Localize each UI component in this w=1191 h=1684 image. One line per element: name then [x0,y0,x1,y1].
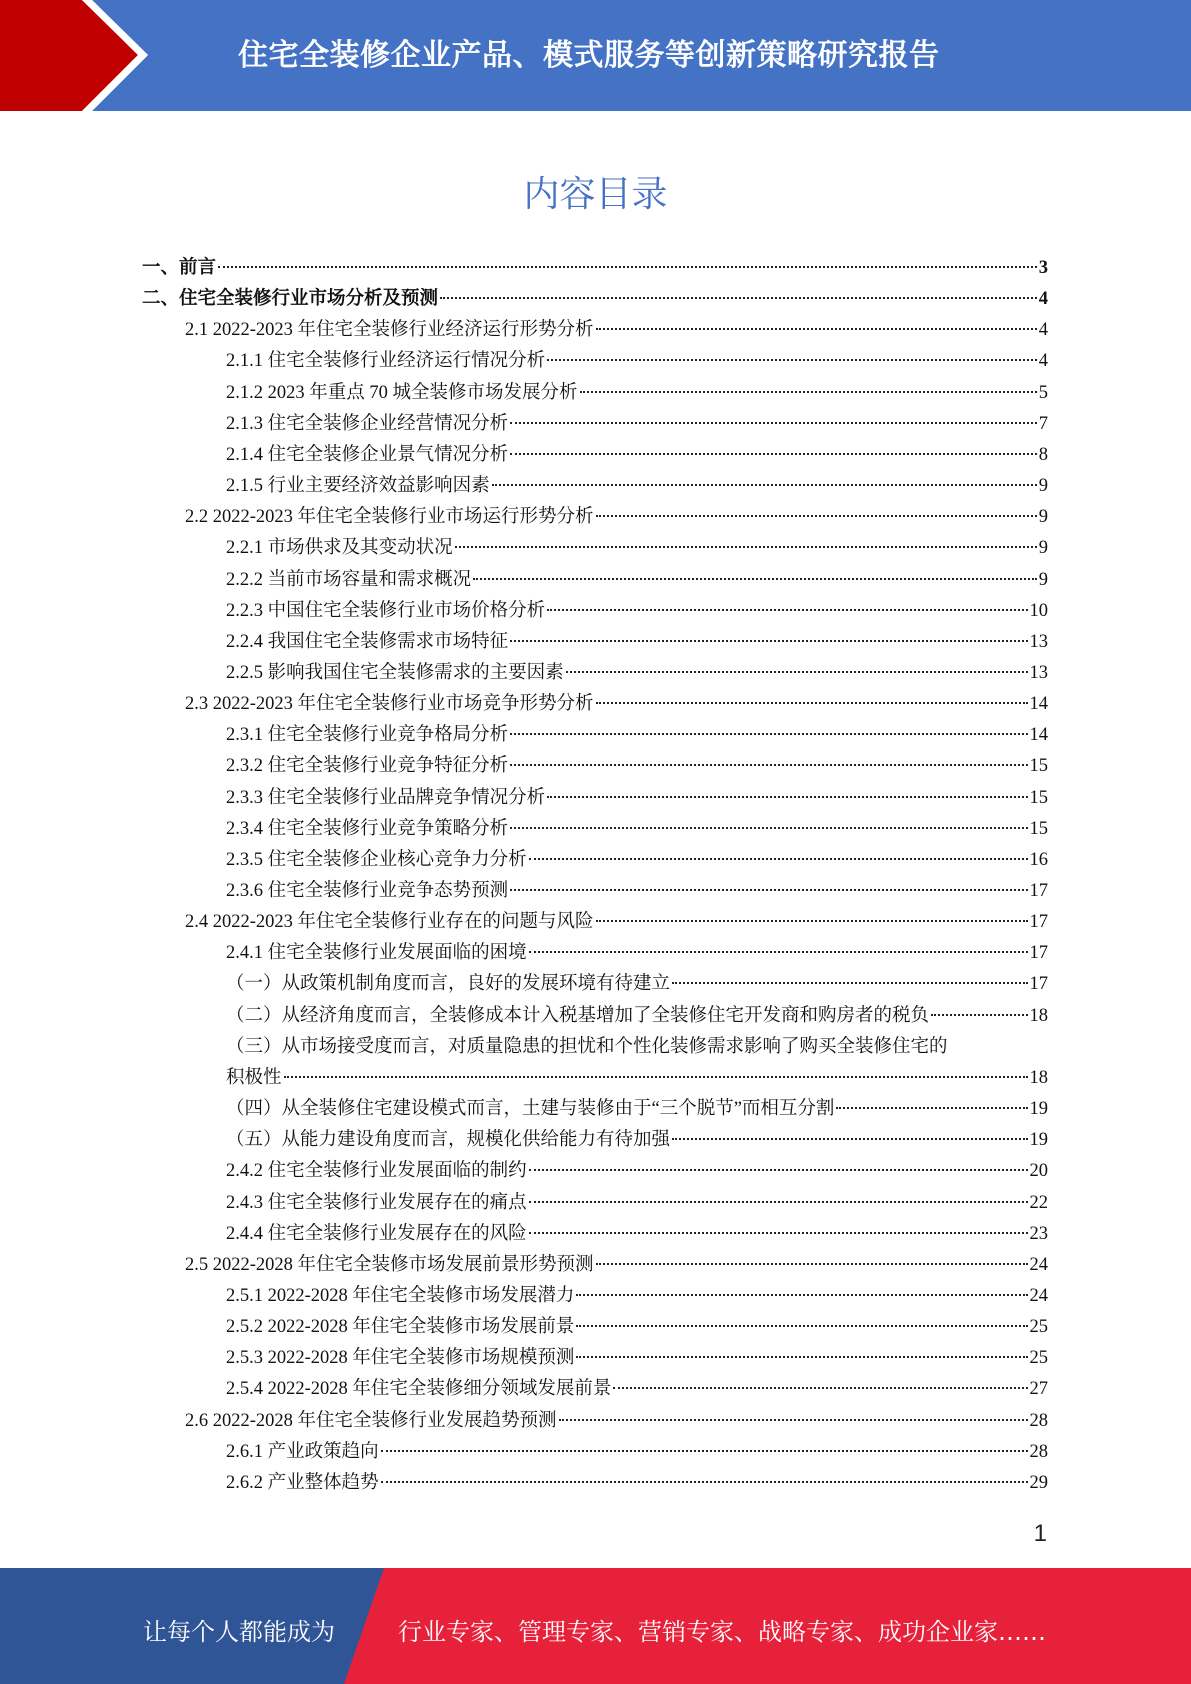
toc-entry-page: 19 [1029,1130,1048,1150]
toc-entry[interactable] [226,752,1048,780]
toc-dot-leader [836,1107,1027,1109]
toc-entry[interactable] [226,877,1048,905]
toc-entry-page: 14 [1029,694,1048,714]
toc-entry-page: 13 [1029,663,1048,683]
footer-slogan-left: 让每个人都能成为 [143,1618,335,1646]
toc-entry-page: 15 [1029,788,1048,808]
toc-dot-leader [931,1014,1027,1016]
toc-dot-leader [596,328,1037,330]
toc-entry[interactable] [142,254,1048,282]
toc-entry-page: 28 [1029,1442,1048,1462]
toc-dot-leader [672,982,1027,984]
toc-entry[interactable] [226,1282,1048,1310]
toc-entry[interactable] [226,1469,1048,1497]
toc-entry-page: 16 [1029,850,1048,870]
toc-dot-leader [613,1387,1027,1389]
toc-entry[interactable] [226,721,1048,749]
toc-dot-leader [381,1481,1028,1483]
toc-dot-leader [596,702,1028,704]
toc-dot-leader [473,578,1037,580]
toc-entry[interactable] [226,784,1048,812]
toc-entry[interactable] [185,316,1048,344]
toc-entry-page: 4 [1038,351,1048,371]
toc-entry[interactable] [226,628,1048,656]
toc-entry-title: 2.2.4 我国住宅全装修需求市场特征 [226,632,509,652]
toc-entry-page: 19 [1029,1099,1048,1119]
toc-entry-title: 2.3.1 住宅全装修行业竞争格局分析 [226,725,509,745]
toc-entry[interactable] [226,566,1048,594]
toc-dot-leader [596,1263,1028,1265]
toc-entry-page: 17 [1029,912,1048,932]
toc-entry-title: 2.3.3 住宅全装修行业品牌竞争情况分析 [226,788,546,808]
toc-dot-leader [510,733,1027,735]
toc-entry-title: 2.4 2022-2023 年住宅全装修行业存在的问题与风险 [185,912,594,932]
toc-entry-title: （五）从能力建设角度而言，规模化供给能力有待加强 [226,1130,671,1150]
toc-entry-page: 7 [1038,414,1048,434]
toc-entry[interactable] [226,1157,1048,1185]
toc-entry[interactable] [226,1438,1048,1466]
toc-entry-page: 9 [1038,570,1048,590]
toc-dot-leader [529,1232,1028,1234]
footer-band [0,1568,1191,1684]
toc-dot-leader [547,609,1027,611]
toc-entry[interactable] [226,1344,1048,1372]
toc-heading: 内容目录 [523,174,668,215]
toc-entry-title: 积极性 [226,1068,282,1088]
toc-entry-title: 2.4.1 住宅全装修行业发展面临的困境 [226,943,527,963]
toc-entry-page: 27 [1029,1379,1048,1399]
toc-entry[interactable] [226,472,1048,500]
toc-entry-page: 15 [1029,756,1048,776]
toc-entry-title: 2.5.3 2022-2028 年住宅全装修市场规模预测 [226,1348,575,1368]
toc-dot-leader [529,1169,1028,1171]
toc-entry-title: 2.3.5 住宅全装修企业核心竞争力分析 [226,850,527,870]
toc-dot-leader [576,1325,1027,1327]
toc-entry-title: （二）从经济角度而言，全装修成本计入税基增加了全装修住宅开发商和购房者的税负 [226,1006,930,1026]
toc-entry[interactable] [226,347,1048,375]
toc-entry[interactable] [226,939,1048,967]
toc-entry-title: 2.2.5 影响我国住宅全装修需求的主要因素 [226,663,564,683]
toc-dot-leader [440,297,1037,299]
toc-entry-title: 2.4.4 住宅全装修行业发展存在的风险 [226,1224,527,1244]
toc-entry-title: 2.2.2 当前市场容量和需求概况 [226,570,472,590]
toc-entry[interactable] [226,410,1048,438]
toc-entry-page: 10 [1029,601,1048,621]
toc-entry-page: 14 [1029,725,1048,745]
toc-entry-page: 4 [1038,320,1048,340]
toc-dot-leader [510,640,1027,642]
toc-entry[interactable] [226,659,1048,687]
toc-entry[interactable] [226,534,1048,562]
toc-entry-title: 2.4.3 住宅全装修行业发展存在的痛点 [226,1193,527,1213]
toc-dot-leader [510,453,1037,455]
toc-entry-title: 2.6.2 产业整体趋势 [226,1473,379,1493]
toc-entry-page: 4 [1038,289,1048,309]
toc-entry-title: 2.2.3 中国住宅全装修行业市场价格分析 [226,601,546,621]
toc-entry[interactable] [226,1033,1048,1061]
toc-entry[interactable] [226,970,1048,998]
toc-entry-page: 15 [1029,819,1048,839]
toc-entry[interactable] [226,1375,1048,1403]
toc-entry[interactable] [226,1126,1048,1154]
toc-entry[interactable] [185,503,1048,531]
toc-entry-title: （四）从全装修住宅建设模式而言，土建与装修由于“三个脱节”而相互分割 [226,1099,835,1119]
toc-entry-page: 17 [1029,943,1048,963]
toc-entry-title: （三）从市场接受度而言，对质量隐患的担忧和个性化装修需求影响了购买全装修住宅的 [226,1037,948,1057]
toc-dot-leader [492,484,1037,486]
toc-entry-page: 3 [1038,258,1048,278]
toc-entry-page: 9 [1038,507,1048,527]
toc-entry[interactable] [185,1407,1048,1435]
toc-entry-page: 24 [1029,1286,1048,1306]
toc-entry-page: 22 [1029,1193,1048,1213]
toc-dot-leader [596,515,1037,517]
toc-entry-page: 13 [1029,632,1048,652]
toc-entry-title: 2.1 2022-2023 年住宅全装修行业经济运行形势分析 [185,320,594,340]
toc-entry-title: 2.6.1 产业政策趋向 [226,1442,379,1462]
toc-entry-title: 2.6 2022-2028 年住宅全装修行业发展趋势预测 [185,1411,557,1431]
toc-entry[interactable] [226,846,1048,874]
toc-entry-title: 2.4.2 住宅全装修行业发展面临的制约 [226,1161,527,1181]
toc-dot-leader [547,796,1027,798]
toc-entry[interactable] [226,815,1048,843]
toc-entry-page: 5 [1038,383,1048,403]
toc-entry[interactable] [226,1189,1048,1217]
toc-dot-leader [580,391,1037,393]
toc-entry-page: 18 [1029,1006,1048,1026]
toc-entry-title: 2.5.1 2022-2028 年住宅全装修市场发展潜力 [226,1286,575,1306]
toc-dot-leader [576,1356,1027,1358]
toc-dot-leader [576,1294,1027,1296]
toc-dot-leader [510,422,1037,424]
toc-entry[interactable] [226,1095,1048,1123]
toc-dot-leader [596,920,1028,922]
toc-entry-page: 25 [1029,1348,1048,1368]
toc-entry-title: 2.5.2 2022-2028 年住宅全装修市场发展前景 [226,1317,575,1337]
toc-entry-title: 2.1.4 住宅全装修企业景气情况分析 [226,445,509,465]
footer-slogan-right: 行业专家、管理专家、营销专家、战略专家、成功企业家…… [398,1618,1046,1646]
toc-entry-title: 2.3.6 住宅全装修行业竞争态势预测 [226,881,509,901]
toc-entry-page: 24 [1029,1255,1048,1275]
toc-entry[interactable] [226,379,1048,407]
toc-entry[interactable] [142,285,1048,313]
toc-entry-page: 25 [1029,1317,1048,1337]
toc-entry[interactable] [185,908,1048,936]
toc-dot-leader [284,1076,1028,1078]
toc-dot-leader [510,827,1027,829]
toc-entry-page: 18 [1029,1068,1048,1088]
toc-dot-leader [547,359,1037,361]
toc-entry[interactable] [226,1220,1048,1248]
toc-entry-title: 2.3 2022-2023 年住宅全装修行业市场竞争形势分析 [185,694,594,714]
toc-entry-title: 2.3.4 住宅全装修行业竞争策略分析 [226,819,509,839]
toc-entry-page: 29 [1029,1473,1048,1493]
toc-entry-page: 9 [1038,476,1048,496]
toc-entry-title: 2.2.1 市场供求及其变动状况 [226,538,453,558]
toc-dot-leader [455,546,1037,548]
toc-dot-leader [510,889,1027,891]
toc-entry-page: 9 [1038,538,1048,558]
toc-dot-leader [529,858,1028,860]
toc-entry-title: 2.1.2 2023 年重点 70 城全装修市场发展分析 [226,383,578,403]
toc-entry-page: 28 [1029,1411,1048,1431]
toc-entry-title: 2.1.1 住宅全装修行业经济运行情况分析 [226,351,546,371]
toc-dot-leader [381,1450,1028,1452]
toc-entry-title: 2.5.4 2022-2028 年住宅全装修细分领域发展前景 [226,1379,612,1399]
toc-entry-page: 17 [1029,881,1048,901]
toc-entry-title: 一、前言 [142,258,217,278]
toc-entry[interactable] [226,1002,1048,1030]
toc-dot-leader [529,951,1028,953]
page-number: 1 [1033,1520,1047,1547]
toc-entry[interactable] [226,597,1048,625]
toc-entry-title: 二、住宅全装修行业市场分析及预测 [142,289,439,309]
toc-dot-leader [529,1201,1028,1203]
toc-dot-leader [566,671,1028,673]
toc-entry[interactable] [226,441,1048,469]
toc-entry-page: 8 [1038,445,1048,465]
header-band [0,0,1191,111]
toc-entry[interactable] [226,1313,1048,1341]
toc-entry-title: 2.1.3 住宅全装修企业经营情况分析 [226,414,509,434]
toc-dot-leader [559,1419,1028,1421]
toc-entry-page: 17 [1029,974,1048,994]
toc-entry-page: 20 [1029,1161,1048,1181]
toc-entry-title: 2.3.2 住宅全装修行业竞争特征分析 [226,756,509,776]
toc-entry-title: （一）从政策机制角度而言，良好的发展环境有待建立 [226,974,671,994]
toc-entry[interactable] [226,1064,1048,1092]
toc-dot-leader [218,266,1037,268]
toc-dot-leader [510,764,1027,766]
toc-entry-title: 2.5 2022-2028 年住宅全装修市场发展前景形势预测 [185,1255,594,1275]
toc-entry[interactable] [185,1251,1048,1279]
toc-entry[interactable] [185,690,1048,718]
toc-entry-page: 23 [1029,1224,1048,1244]
toc-entry-title: 2.2 2022-2023 年住宅全装修行业市场运行形势分析 [185,507,594,527]
report-title: 住宅全装修企业产品、模式服务等创新策略研究报告 [238,38,940,73]
toc-dot-leader [672,1138,1027,1140]
toc-entry-title: 2.1.5 行业主要经济效益影响因素 [226,476,490,496]
